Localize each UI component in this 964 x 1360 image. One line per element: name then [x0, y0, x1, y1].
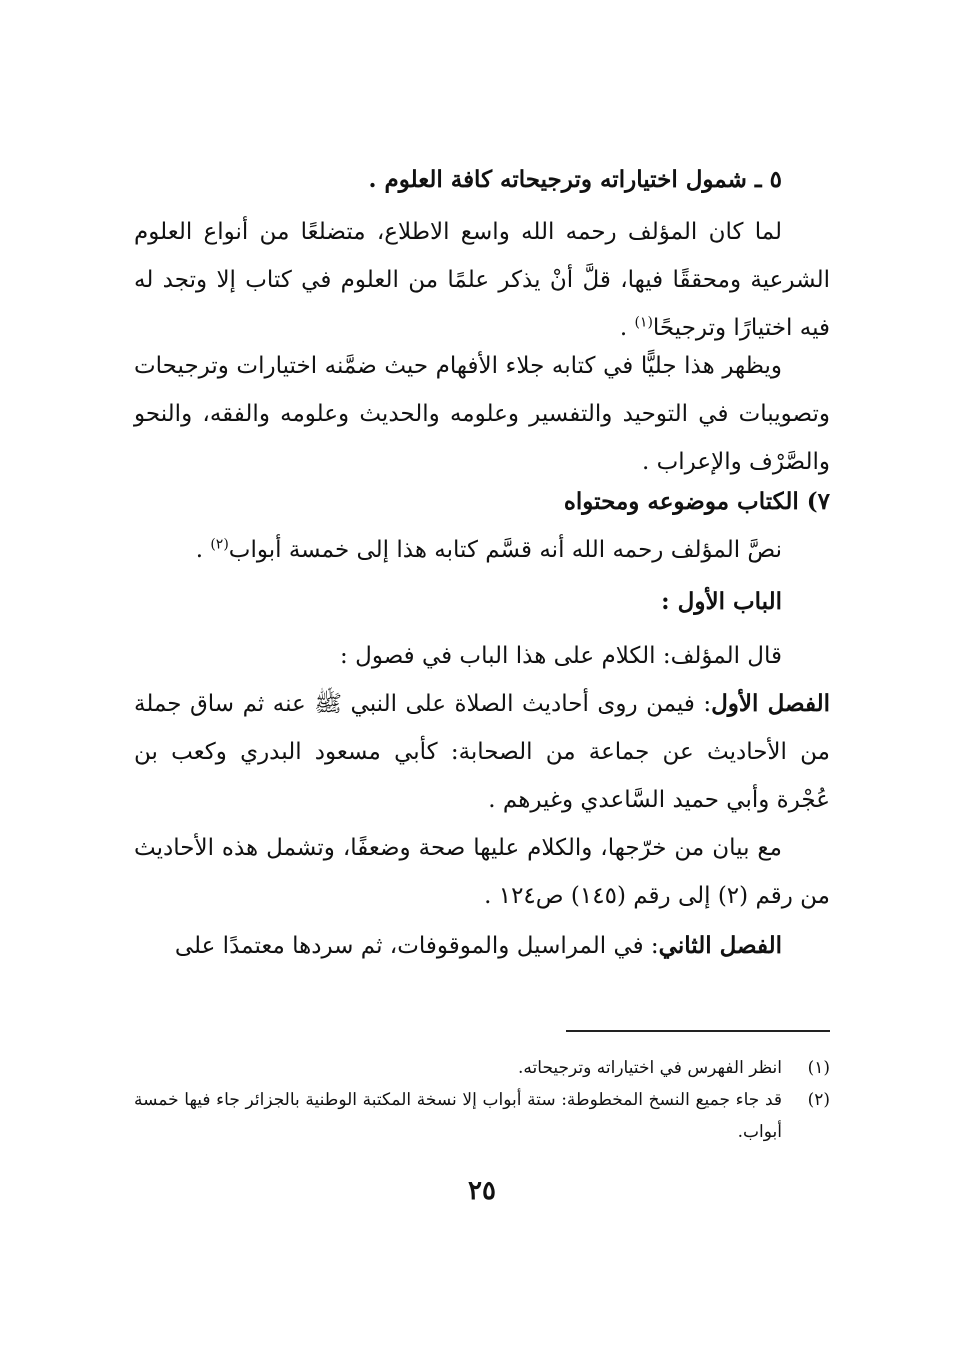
paragraph-end: .: [195, 537, 211, 563]
paragraph-first-section: [134, 680, 830, 824]
paragraph-five-chapters: [134, 526, 830, 574]
paragraph-author-statement: [134, 632, 830, 680]
paragraph-text: مع بيان من خرّجها، والكلام عليها صحة وضعفًا، وتشمل هذه الأحاديث من رقم (٢) إلى رقم (١٤٥) ص١٢٤ .: [134, 835, 830, 909]
first-section-label: الفصل الأول: [711, 690, 831, 717]
paragraph-jalaa-al-afham: [134, 342, 830, 486]
paragraph-text: نصَّ المؤلف رحمه الله أنه قسَّم كتابه هذا إلى خمسة أبواب: [228, 537, 782, 563]
section-5-heading: [134, 156, 830, 204]
footnote-number: (٢): [807, 1090, 830, 1110]
footnote-2: [134, 1084, 830, 1148]
footnote-number: (١): [807, 1058, 830, 1078]
section-7-heading: [134, 478, 830, 526]
footnote-divider: [566, 1030, 830, 1032]
paragraph-text: لما كان المؤلف رحمه الله واسع الاطلاع، متضلعًا من أنواع العلوم الشرعية ومحققًا فيها، قلَّ أنْ يذكر علمًا من العلوم في كتاب إلا وتجد له فيه اختيارًا وترجيحًا: [134, 219, 830, 341]
paragraph-text: ويظهر هذا جليًّا في كتابه جلاء الأفهام حيث ضمَّنه اختيارات وترجيحات وتصويبات في التوحيد والتفسير وعلومه والحديث وعلومه والفقه، والنحو والصَّرْف والإعراب .: [134, 353, 830, 475]
page-number: ٢٥: [468, 1176, 496, 1206]
footnote-reference-1: (١): [634, 314, 653, 331]
footnotes: [134, 1052, 830, 1148]
paragraph-text: : فيمن روى أحاديث الصلاة على النبي ﷺ عنه ثم ساق جملة من الأحاديث عن جماعة من الصحابة: كأبي مسعود البدري وكعب بن عُجْرة وأبي حميد السَّاعدي وغيرهم .: [134, 691, 830, 813]
paragraph-end: .: [619, 315, 635, 341]
section-5-heading-text: ٥ ـ شمول اختياراته وترجيحاته كافة العلوم .: [368, 166, 782, 193]
paragraph-text: : في المراسيل والموقوفات، ثم سردها معتمدًا على: [174, 933, 659, 959]
chapter-1-heading: [134, 578, 830, 626]
footnote-1: [134, 1052, 830, 1084]
footnote-text: قد جاء جميع النسخ المخطوطة: ستة أبواب إلا نسخة المكتبة الوطنية بالجزائر جاء فيها خمسة أبواب.: [134, 1090, 782, 1142]
footnote-text: انظر الفهرس في اختياراته وترجيحاته.: [518, 1058, 782, 1078]
section-7-heading-text: ٧) الكتاب موضوعه ومحتواه: [563, 488, 830, 515]
paragraph-text: قال المؤلف: الكلام على هذا الباب في فصول :: [340, 643, 782, 669]
footnote-reference-2: (٢): [210, 536, 229, 553]
paragraph-scope-of-knowledge: [134, 208, 830, 352]
paragraph-second-section: [134, 922, 830, 970]
chapter-1-heading-text: الباب الأول :: [661, 588, 782, 615]
second-section-label: الفصل الثاني: [658, 932, 782, 959]
paragraph-hadith-range: [134, 824, 830, 920]
